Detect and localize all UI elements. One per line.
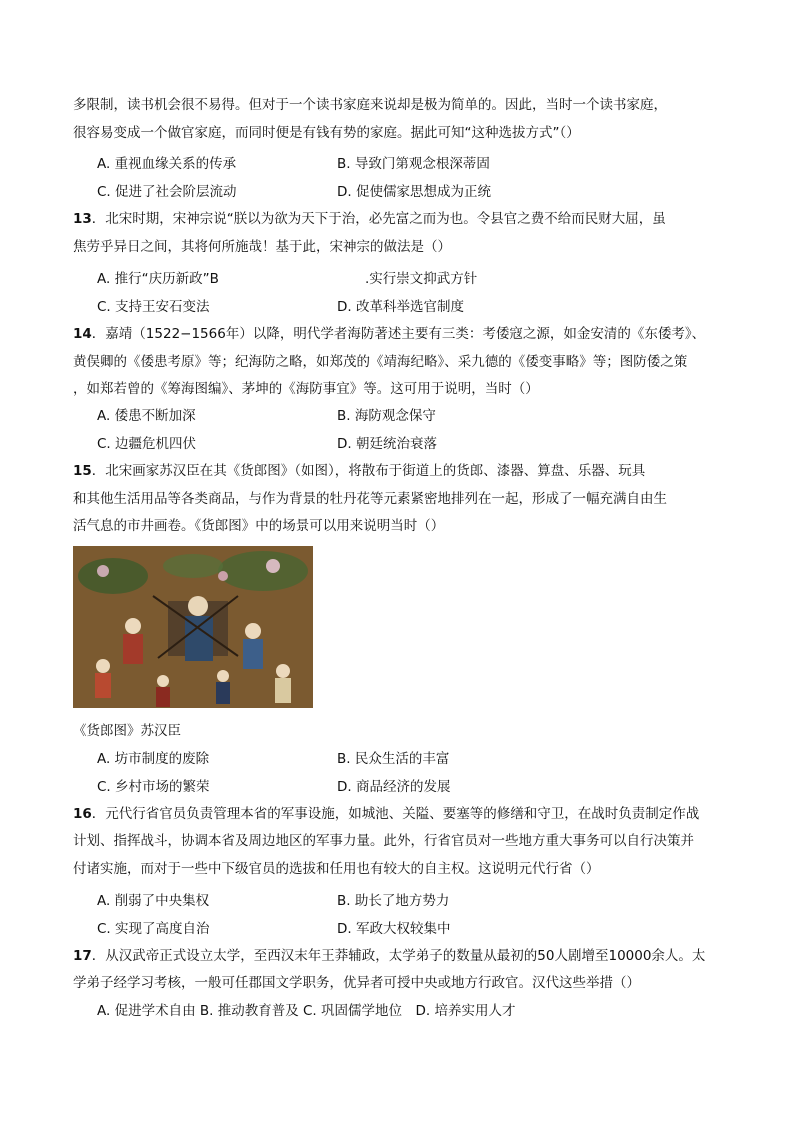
q14-stem-line3: ，如郑若曾的《筹海图编》、茅坤的《海防事宜》等。这可用于说明，当时（） <box>73 381 539 397</box>
q16-option-b: B. 助长了地方势力 <box>337 893 450 909</box>
q16-stem-text1: ．元代行省官员负责管理本省的军事设施，如城池、关隘、要塞等的修缮和守卫，在战时负责制定作战 <box>91 806 700 822</box>
q15-option-a: A. 坊市制度的废除 <box>97 751 210 767</box>
q12-option-a: A. 重视血缘关系的传承 <box>97 156 237 172</box>
q16-option-c: C. 实现了高度自治 <box>97 921 210 937</box>
q14-stem-text1: ．嘉靖（1522−1566年）以降，明代学者海防著述主要有三类：考倭寇之源，如金安清的《东倭考》、 <box>91 326 706 342</box>
q13-stem-line1 <box>73 210 666 228</box>
q15-stem-line1 <box>73 462 645 480</box>
q13-stem-text1: ．北宋时期，宋神宗说“朕以为欲为天下于治，必先富之而为也。令县官之费不给而民财大屈，虽 <box>91 211 666 227</box>
q15-stem-line3: 活气息的市井画卷。《货郎图》中的场景可以用来说明当时（） <box>73 518 445 534</box>
q15-stem-text1: ．北宋画家苏汉臣在其《货郎图》（如图），将散布于街道上的货郎、漆器、算盘、乐器、玩具 <box>91 463 646 479</box>
q13-stem-line2: 焦劳乎异日之间，其将何所施哉！基于此，宋神宗的做法是（） <box>73 239 451 255</box>
q16-option-d: D. 军政大权较集中 <box>337 921 451 937</box>
q13-option-c: C. 支持王安石变法 <box>97 299 210 315</box>
q12-stem-line1: 多限制，读书机会很不易得。但对于一个读书家庭来说却是极为简单的。因此，当时一个读书家庭， <box>73 97 667 113</box>
q15-option-d: D. 商品经济的发展 <box>337 779 451 795</box>
q14-stem-line2: 黄俣卿的《倭患考原》等；纪海防之略，如郑茂的《靖海纪略》、采九德的《倭变事略》等；图防倭之策 <box>73 354 688 370</box>
q17-stem-line2: 学弟子经学习考核，一般可任郡国文学职务，优异者可授中央或地方行政官。汉代这些举措（） <box>73 975 640 991</box>
q15-number: 15 <box>73 463 92 479</box>
q16-stem-line2: 计划、指挥战斗，协调本省及周边地区的军事力量。此外，行省官员对一些地方重大事务可以自行决策并 <box>73 833 694 849</box>
q14-option-b: B. 海防观念保守 <box>337 408 436 424</box>
q12-stem-line2: 很容易变成一个做官家庭，而同时便是有钱有势的家庭。据此可知“这种选拔方式”（） <box>73 125 580 141</box>
q13-number: 13 <box>73 211 92 227</box>
q14-option-a: A. 倭患不断加深 <box>97 408 196 424</box>
q12-option-c: C. 促进了社会阶层流动 <box>97 184 237 200</box>
painting-illustration <box>73 546 313 708</box>
q17-stem-text1: ．从汉武帝正式设立太学，至西汉末年王莽辅政，太学弟子的数量从最初的50人剧增至10000余人。太 <box>91 948 706 964</box>
q16-stem-line3: 付诸实施，而对于一些中下级官员的选拔和任用也有较大的自主权。这说明元代行省（） <box>73 861 600 877</box>
q13-option-a: A. 推行“庆历新政”B <box>97 271 219 287</box>
q14-stem-line1 <box>73 325 705 343</box>
painting-image <box>73 546 313 708</box>
q17-options: A. 促进学术自由 B. 推动教育普及 C. 巩固儒学地位 D. 培养实用人才 <box>97 1003 516 1019</box>
q17-number: 17 <box>73 948 92 964</box>
q14-number: 14 <box>73 326 92 342</box>
q16-stem-line1 <box>73 805 699 823</box>
q15-option-c: C. 乡村市场的繁荣 <box>97 779 210 795</box>
q14-option-d: D. 朝廷统治衰落 <box>337 436 437 452</box>
q16-option-a: A. 削弱了中央集权 <box>97 893 210 909</box>
q17-stem-line1 <box>73 947 705 965</box>
painting-caption: 《货郎图》苏汉臣 <box>73 723 181 739</box>
q15-stem-line2: 和其他生活用品等各类商品，与作为背景的牡丹花等元素紧密地排列在一起，形成了一幅充满自由生 <box>73 491 667 507</box>
q15-option-b: B. 民众生活的丰富 <box>337 751 450 767</box>
q16-number: 16 <box>73 806 92 822</box>
q13-option-d: D. 改革科举选官制度 <box>337 299 464 315</box>
q12-option-d: D. 促使儒家思想成为正统 <box>337 184 491 200</box>
q14-option-c: C. 边疆危机四伏 <box>97 436 197 452</box>
q12-option-b: B. 导致门第观念根深蒂固 <box>337 156 490 172</box>
q13-option-b: .实行崇文抑武方针 <box>365 271 478 287</box>
